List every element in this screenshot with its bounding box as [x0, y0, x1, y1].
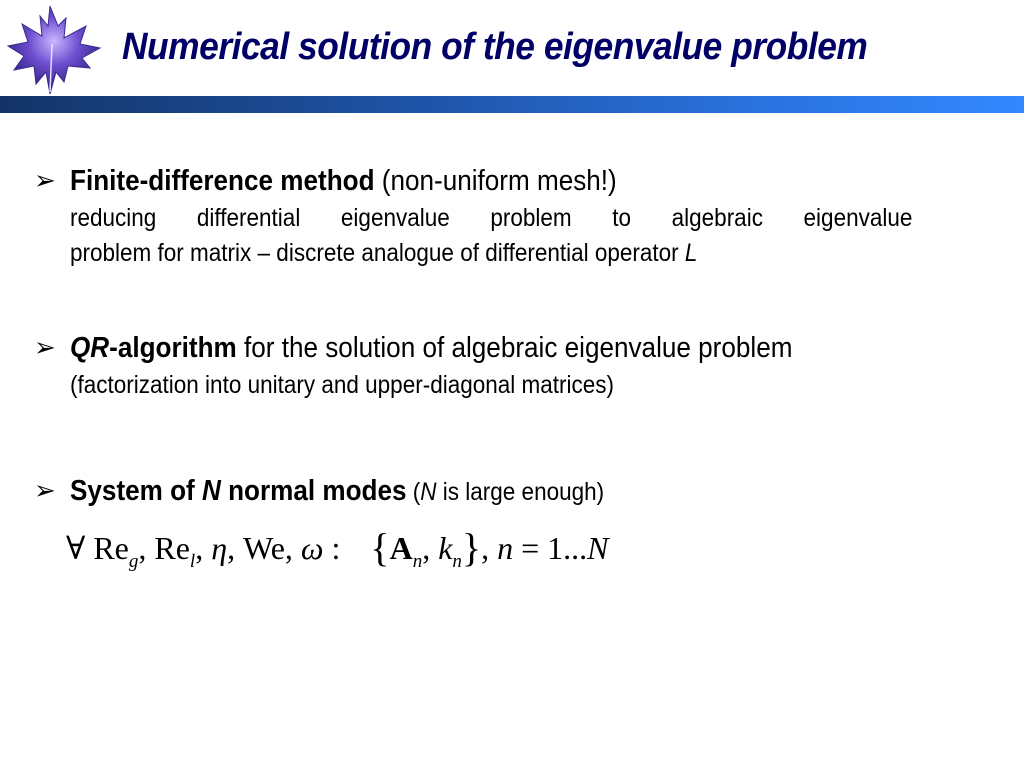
bullet-heading	[70, 331, 830, 365]
subscript-g: g	[128, 551, 139, 572]
subscript-n: n	[452, 551, 462, 572]
bullet-detail-line: reducing differential eigenvalue problem to algebraic eigenvalue	[70, 204, 913, 232]
bullet-heading-qr: QR	[70, 332, 110, 364]
subscript-l: l	[189, 551, 196, 572]
we-symbol: We	[243, 530, 285, 566]
omega-symbol: ω	[300, 530, 324, 566]
eta-symbol: η	[211, 530, 228, 566]
colon-symbol: :	[331, 530, 341, 566]
open-brace: {	[370, 525, 390, 570]
bullet-heading-bold: Finite-difference method	[70, 165, 375, 197]
bullet-detail-text: problem for matrix – discrete analogue of differential operator	[70, 239, 685, 267]
close-brace: }	[461, 525, 482, 570]
maple-leaf-logo-icon	[6, 4, 102, 96]
bullet-qr-algorithm	[34, 331, 914, 405]
bullet-heading-bold: normal modes	[220, 475, 407, 507]
re-symbol: Re	[93, 530, 129, 566]
slide-title: Numerical solution of the eigenvalue problem	[122, 26, 868, 68]
bullet-heading-n-italic: N	[420, 478, 437, 506]
bullet-finite-difference	[34, 164, 914, 273]
bullet-heading	[70, 474, 830, 509]
equals-symbol: =	[521, 530, 540, 566]
n-symbol: n	[497, 530, 514, 566]
title-underline-bar	[0, 96, 1024, 113]
arrow-bullet-icon: ➢	[34, 332, 56, 362]
forall-symbol: ∀	[66, 530, 86, 566]
bullet-heading-n: N	[202, 475, 221, 507]
bullet-normal-modes	[34, 474, 914, 509]
normal-modes-formula: ∀ $Re_g$, $Re_l$, η, We, ω : {$A_n$, $k_n$}, n = 1...N	[66, 525, 609, 572]
bullet-heading-paren: (	[406, 478, 421, 506]
bullet-heading-bold: -algorithm	[109, 332, 237, 364]
k-symbol: k	[438, 530, 453, 566]
a-symbol: A	[389, 530, 413, 566]
re-symbol: Re	[154, 530, 190, 566]
bullet-heading	[70, 164, 830, 198]
range-start: 1...	[547, 530, 588, 566]
bullet-detail-line: (factorization into unitary and upper-diagonal matrices)	[70, 371, 615, 399]
capital-n-symbol: N	[587, 530, 609, 566]
bullet-heading-rest: (non-uniform mesh!)	[374, 165, 617, 197]
operator-symbol: L	[684, 239, 698, 267]
arrow-bullet-icon: ➢	[34, 165, 56, 195]
subscript-n: n	[412, 551, 423, 572]
bullet-heading-paren-rest: is large enough)	[436, 478, 605, 506]
arrow-bullet-icon: ➢	[34, 475, 56, 505]
bullet-heading-rest: for the solution of algebraic eigenvalue problem	[236, 332, 793, 364]
bullet-heading-bold: System of	[70, 475, 203, 507]
bullet-detail-line	[70, 233, 912, 273]
